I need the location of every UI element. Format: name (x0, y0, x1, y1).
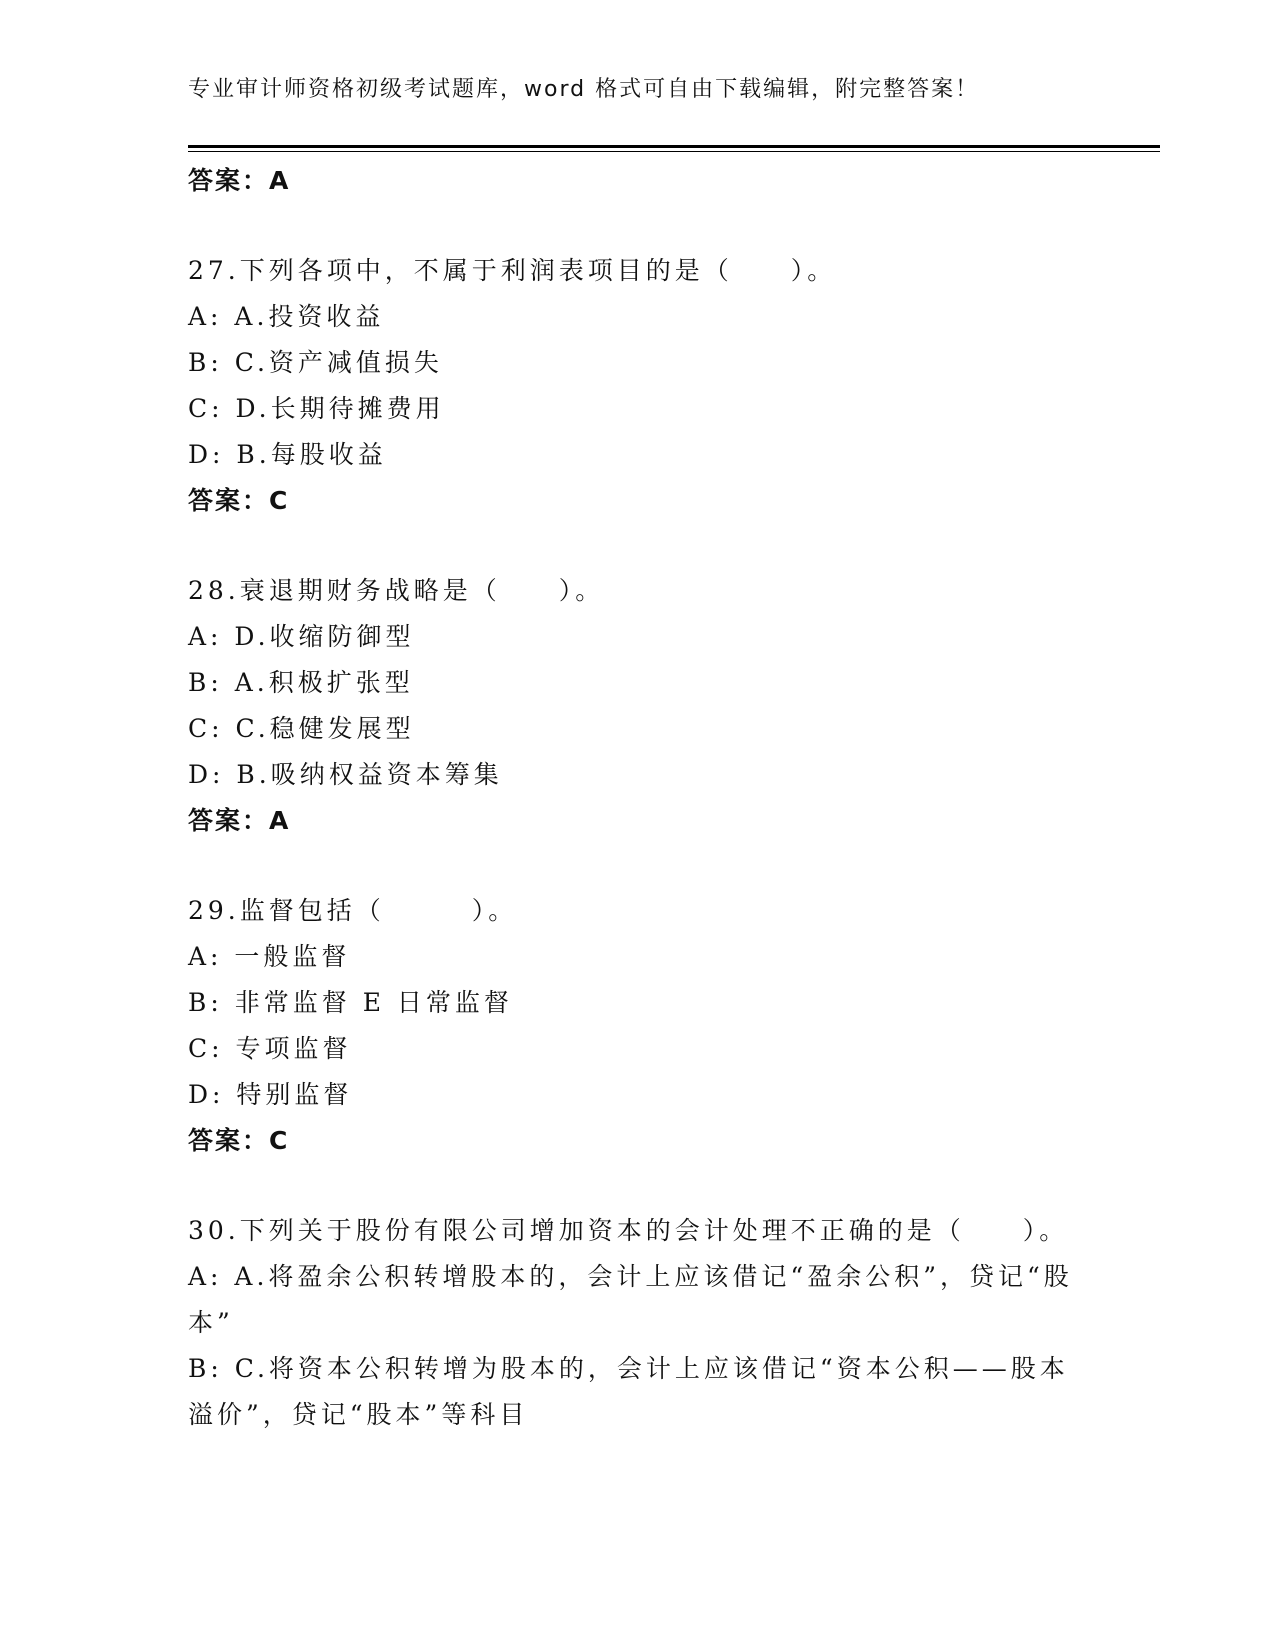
question-29 (188, 888, 1088, 1164)
option-a: A: 一般监督 (188, 942, 351, 971)
option-d: D: B.吸纳权益资本筹集 (188, 760, 503, 789)
question-30 (188, 1208, 1088, 1438)
option-b: B: C.将资本公积转增为股本的，会计上应该借记“资本公积——股本溢价”，贷记“股本”等科目 (188, 1354, 1069, 1429)
option-d: D: 特别监督 (188, 1080, 353, 1109)
option-a: A: A.投资收益 (188, 302, 385, 331)
answer: 答案：C (188, 486, 290, 515)
question-stem: 28.衰退期财务战略是（ ）。 (188, 576, 605, 605)
question-27 (188, 248, 1088, 524)
option-a: A: D.收缩防御型 (188, 622, 415, 651)
option-b: B: C.资产减值损失 (188, 348, 443, 377)
answer: 答案：A (188, 806, 291, 835)
header-rule-thick (188, 145, 1160, 148)
question-28 (188, 568, 1088, 844)
header-rule-thin (188, 151, 1160, 152)
option-c: C: 专项监督 (188, 1034, 352, 1063)
option-b: B: A.积极扩张型 (188, 668, 414, 697)
page-header: 专业审计师资格初级考试题库，word 格式可自由下载编辑，附完整答案！ (188, 77, 980, 102)
option-c: C: D.长期待摊费用 (188, 394, 445, 423)
question-content (188, 158, 1088, 1438)
option-d: D: B.每股收益 (188, 440, 387, 469)
question-stem: 27.下列各项中，不属于利润表项目的是（ ）。 (188, 256, 837, 285)
previous-answer: 答案：A (188, 166, 291, 195)
option-a: A: A.将盈余公积转增股本的，会计上应该借记“盈余公积”，贷记“股本” (188, 1262, 1073, 1337)
answer: 答案：C (188, 1126, 290, 1155)
question-stem: 29.监督包括（ ）。 (188, 896, 518, 925)
option-c: C: C.稳健发展型 (188, 714, 415, 743)
option-b: B: 非常监督 E 日常监督 (188, 988, 513, 1017)
question-stem: 30.下列关于股份有限公司增加资本的会计处理不正确的是（ ）。 (188, 1216, 1069, 1245)
